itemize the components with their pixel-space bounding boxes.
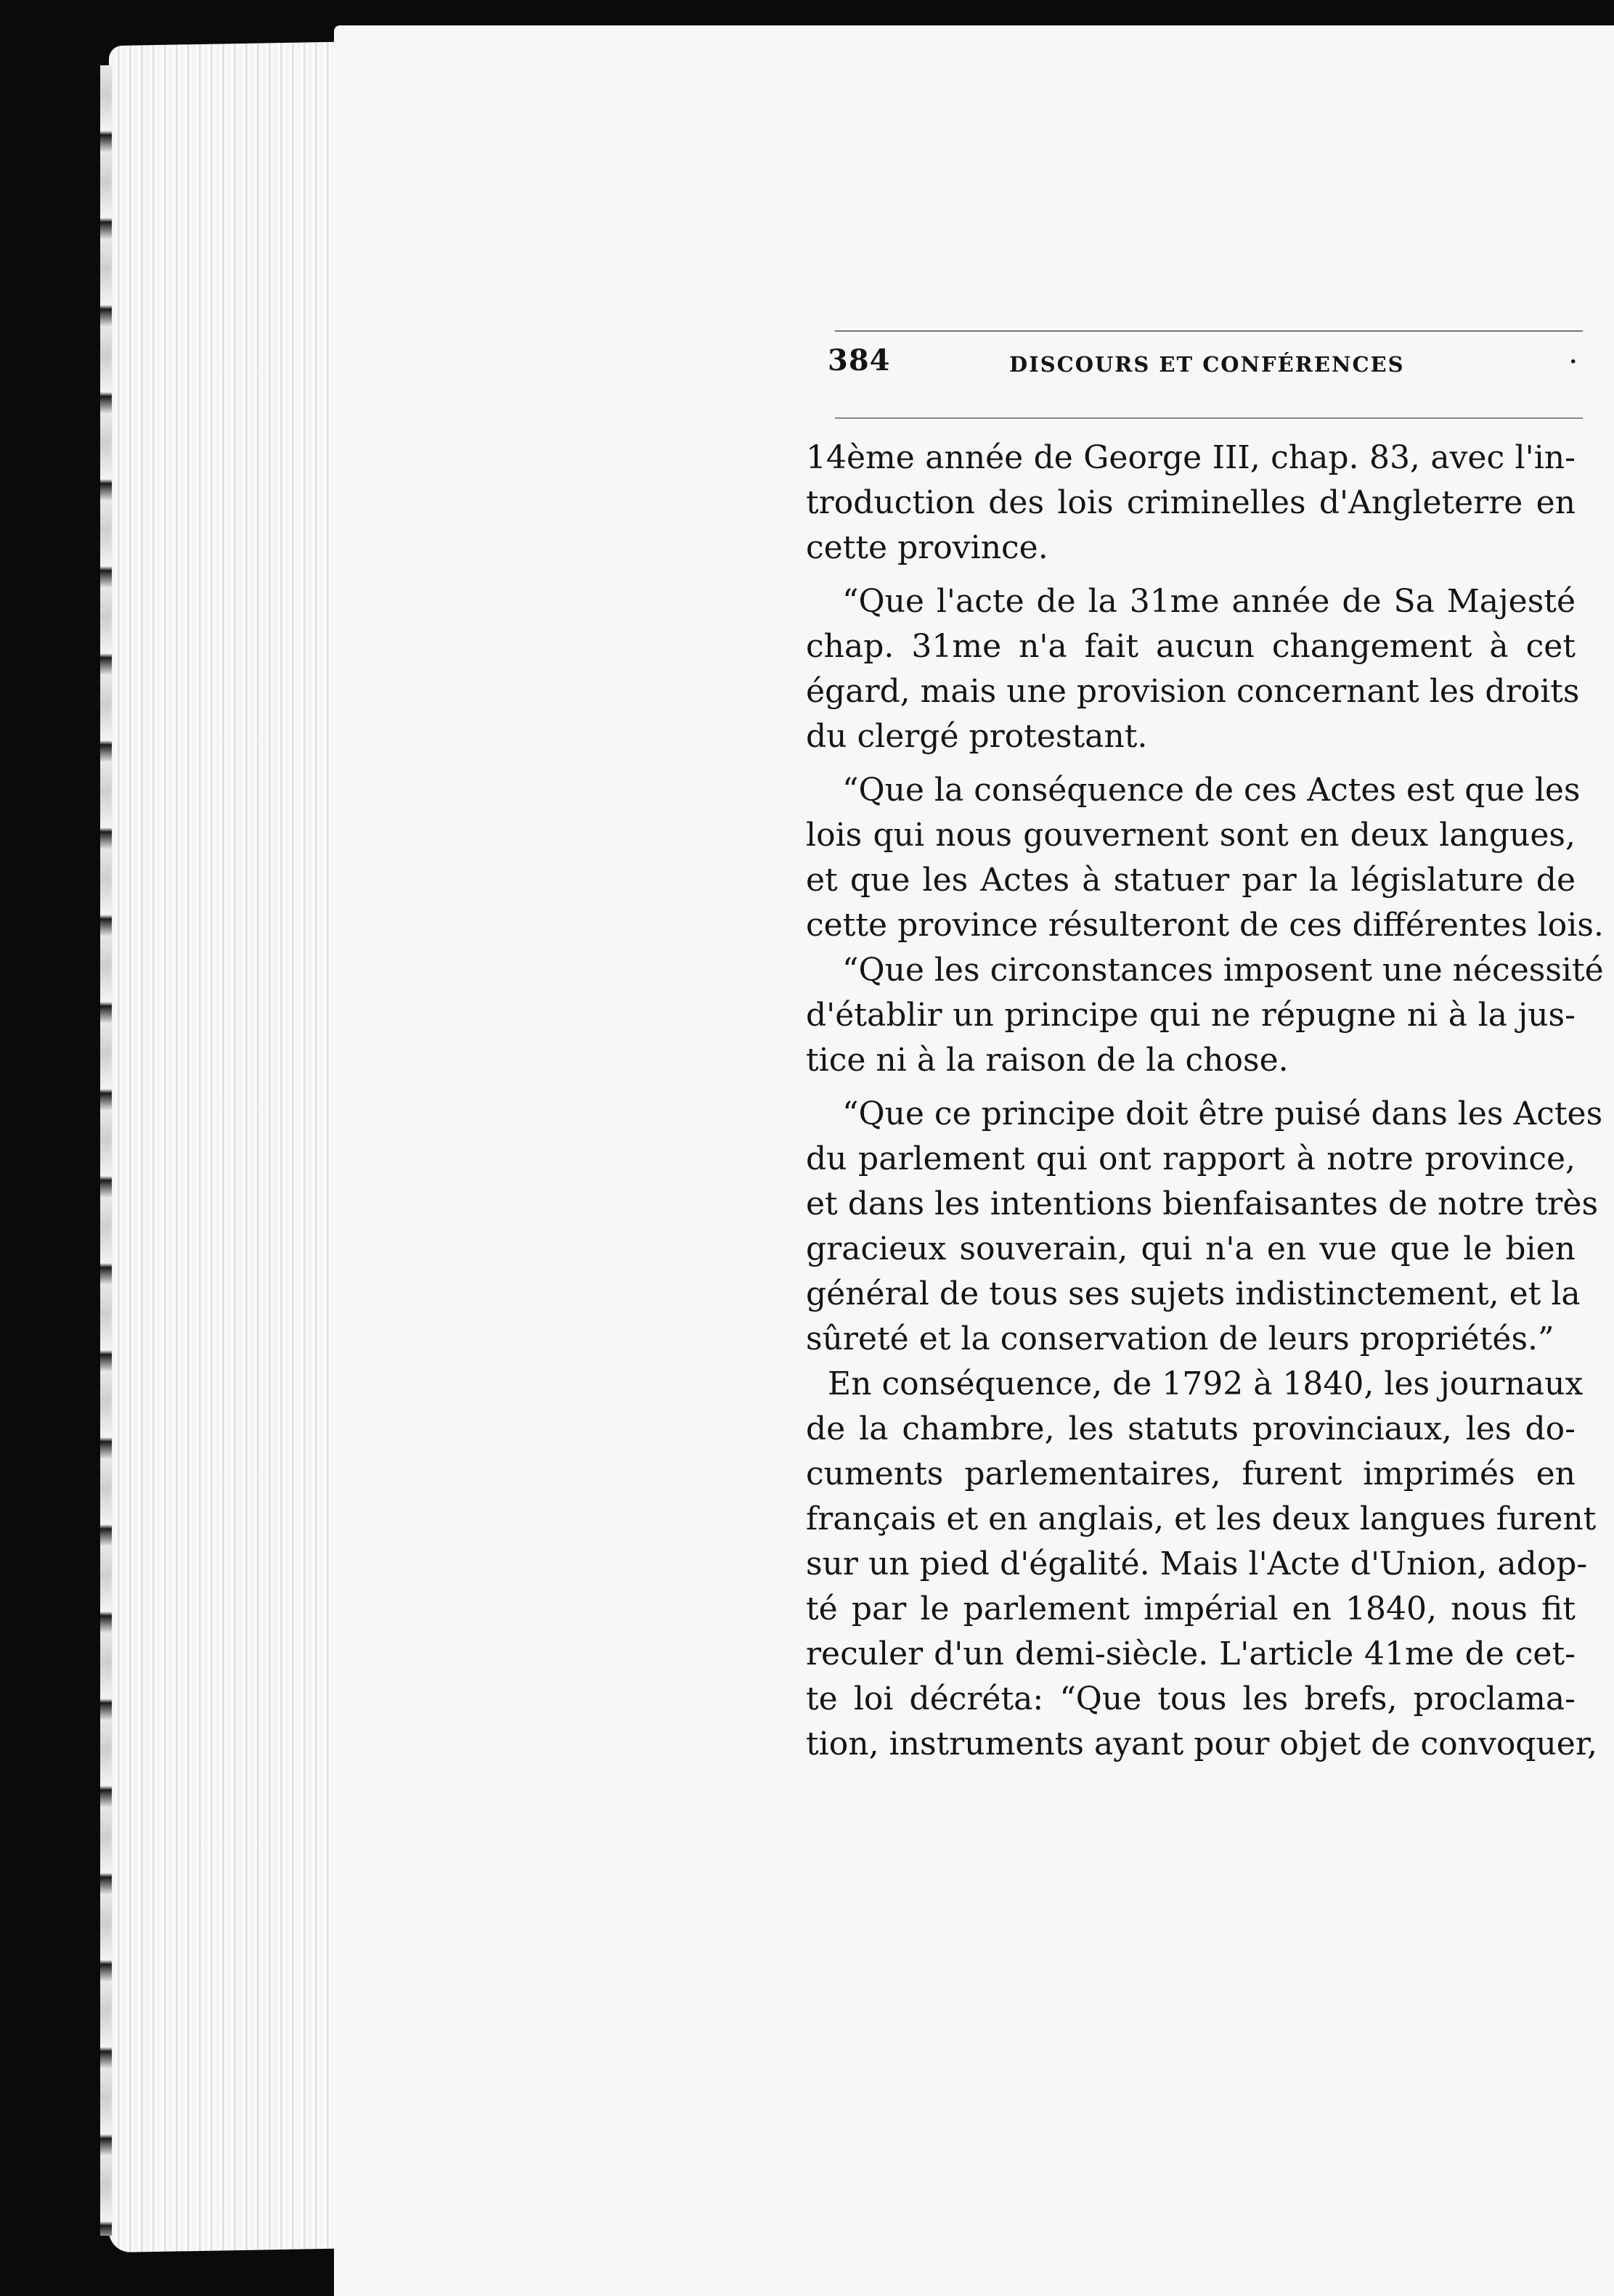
text-line: “Que ce principe doit être puisé dans les Actes — [842, 1095, 1603, 1132]
page-number: 384 — [828, 343, 891, 377]
text-line: du parlement qui ont rapport à notre province, — [806, 1140, 1576, 1177]
text-line: français et en anglais, et les deux langues furent — [806, 1500, 1597, 1537]
text-line: sur un pied d'égalité. Mais l'Acte d'Union, adop- — [806, 1545, 1588, 1582]
text-line: du clergé protestant. — [806, 718, 1148, 755]
text-line: et dans les intentions bienfaisantes de notre très — [806, 1185, 1599, 1222]
text-line: “Que les circonstances imposent une nécessité — [842, 952, 1604, 989]
text-line: te loi décréta: “Que tous les brefs, proclama- — [806, 1680, 1576, 1717]
header-mark: · — [1569, 349, 1577, 375]
text-line: En conséquence, de 1792 à 1840, les journaux — [828, 1365, 1584, 1402]
text-line: “Que l'acte de la 31me année de Sa Majesté — [842, 583, 1576, 620]
text-line: cuments parlementaires, furent imprimés en — [806, 1455, 1576, 1492]
text-line: égard, mais une provision concernant les droits — [806, 673, 1580, 710]
paragraph — [806, 948, 1604, 1083]
text-line: chap. 31me n'a fait aucun changement à cet — [806, 628, 1576, 665]
text-line: “Que la conséquence de ces Actes est que les — [842, 772, 1581, 809]
paragraph — [806, 768, 1604, 948]
text-line: 14ème année de George III, chap. 83, avec l'in- — [806, 439, 1576, 476]
page-header — [828, 343, 1583, 387]
text-line: lois qui nous gouvernent sont en deux langues, — [806, 817, 1576, 854]
body-text — [806, 436, 1604, 1767]
text-line: général de tous ses sujets indistinctement, et la — [806, 1275, 1581, 1312]
paragraph — [806, 579, 1580, 759]
header-bottom-rule — [835, 417, 1583, 419]
running-title: DISCOURS ET CONFÉRENCES — [1009, 352, 1405, 377]
text-line: troduction des lois criminelles d'Angleterre en — [806, 484, 1576, 521]
text-line: reculer d'un demi-siècle. L'article 41me de cet- — [806, 1635, 1576, 1672]
text-line: té par le parlement impérial en 1840, nous fit — [806, 1590, 1576, 1627]
header-top-rule — [835, 330, 1583, 332]
text-line: tion, instruments ayant pour objet de convoquer, — [806, 1725, 1598, 1762]
paragraph — [806, 1092, 1603, 1362]
text-line: sûreté et la conservation de leurs propriétés.” — [806, 1320, 1554, 1357]
text-line: et que les Actes à statuer par la législature de — [806, 862, 1576, 899]
paragraph — [806, 436, 1576, 571]
text-line: d'établir un principe qui ne répugne ni à la jus- — [806, 997, 1576, 1034]
text-line: tice ni à la raison de la chose. — [806, 1042, 1289, 1079]
text-line: gracieux souverain, qui n'a en vue que le bien — [806, 1230, 1576, 1267]
text-line: cette province résulteront de ces différentes lois. — [806, 907, 1604, 944]
page-edge-shadow — [100, 65, 112, 2236]
text-line: cette province. — [806, 529, 1048, 566]
text-line: de la chambre, les statuts provinciaux, les do- — [806, 1410, 1576, 1447]
paragraph — [806, 1362, 1598, 1767]
stacked-page-edges — [109, 41, 370, 2252]
